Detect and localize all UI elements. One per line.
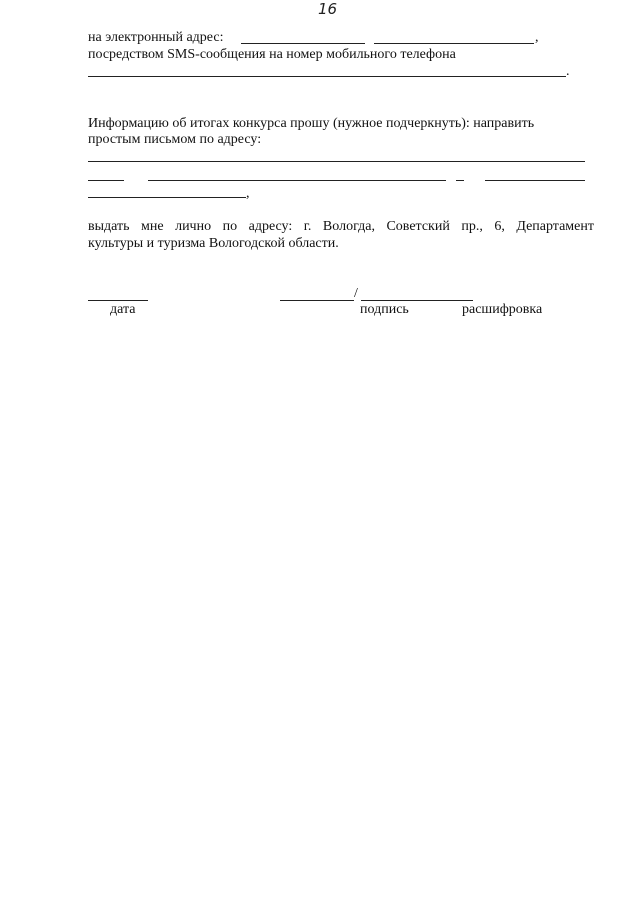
signature-caption: подпись	[360, 302, 409, 317]
address-blank-line-2a	[88, 180, 124, 181]
email-blank-line-2	[374, 43, 534, 44]
date-blank-line	[88, 300, 148, 301]
signature-blank-line	[280, 300, 354, 301]
results-paragraph-line-2: простым письмом по адресу:	[88, 132, 262, 147]
personal-pickup-line-1: выдать мне лично по адресу: г. Вологда, Советский пр., 6, Департамент	[88, 219, 594, 234]
page-number: 16	[318, 0, 338, 18]
personal-pickup-line-2: культуры и туризма Вологодской области.	[88, 236, 339, 251]
date-caption: дата	[110, 302, 136, 317]
address-trailing-comma: ,	[246, 186, 250, 201]
signature-separator: /	[354, 286, 358, 301]
address-blank-line-2b	[148, 180, 446, 181]
decoding-blank-line	[361, 300, 473, 301]
email-trailing-comma: ,	[535, 30, 539, 45]
phone-blank-line	[88, 76, 566, 77]
decoding-caption: расшифровка	[462, 302, 543, 317]
email-label: на электронный адрес:	[88, 30, 224, 45]
email-blank-line-1	[241, 43, 365, 44]
sms-label: посредством SMS-сообщения на номер мобильного телефона	[88, 47, 456, 62]
sms-trailing-period: .	[566, 64, 570, 79]
address-blank-line-2d	[485, 180, 585, 181]
address-blank-line-3	[88, 197, 246, 198]
address-blank-line-2c	[456, 180, 464, 181]
results-paragraph-line-1: Информацию об итогах конкурса прошу (нужное подчеркнуть): направить	[88, 116, 535, 131]
address-blank-line-1	[88, 161, 585, 162]
